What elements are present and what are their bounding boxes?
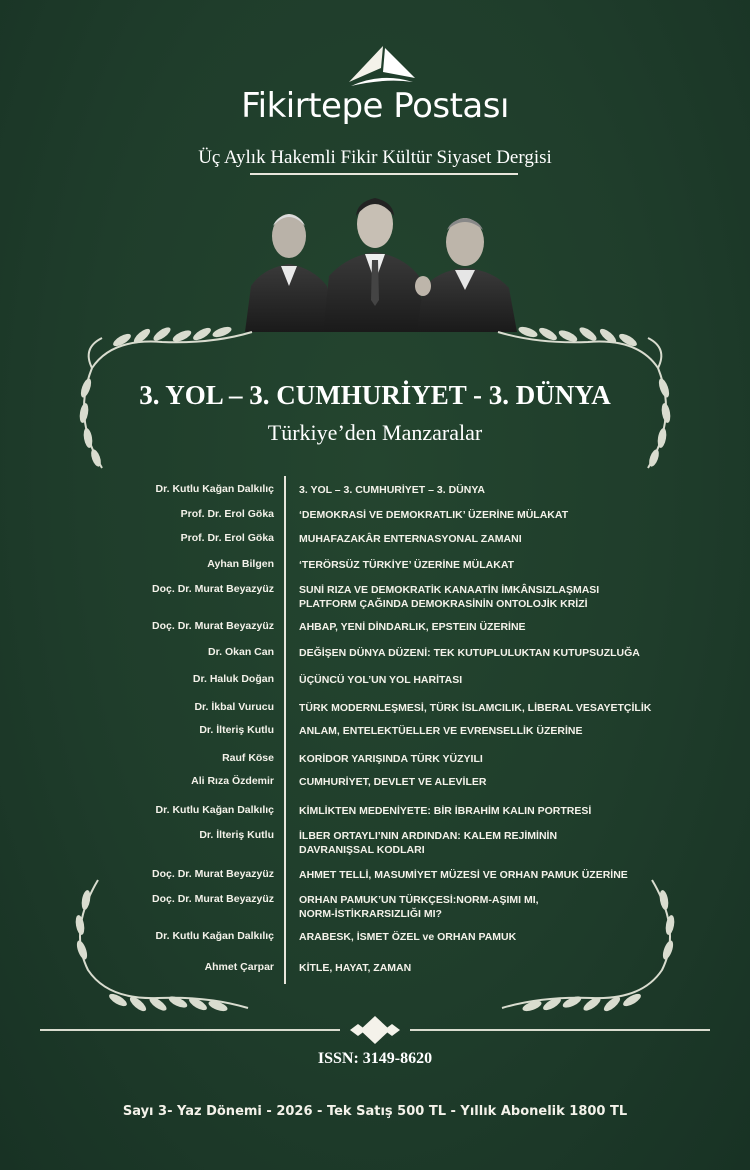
toc-title: ARABESK, İSMET ÖZEL ve ORHAN PAMUK [299, 931, 517, 943]
toc-author: Dr. İlteriş Kutlu [199, 829, 274, 841]
toc-author: Dr. Haluk Doğan [192, 673, 274, 685]
toc-title: AHMET TELLİ, MASUMİYET MÜZESİ VE ORHAN PAMUK ÜZERİNE [299, 869, 628, 881]
toc-title: ‘DEMOKRASİ VE DEMOKRATLIK’ ÜZERİNE MÜLAKAT [299, 509, 569, 521]
toc-author: Prof. Dr. Erol Göka [180, 508, 274, 520]
toc-author: Rauf Köse [222, 752, 274, 764]
toc-title: ORHAN PAMUK’UN TÜRKÇESİ:NORM-AŞIMI MI, NORM-İSTİKRARSIZLIĞI MI? [299, 894, 539, 920]
toc-author: Dr. Kutlu Kağan Dalkılıç [155, 483, 274, 495]
issue-subtitle: Türkiye’den Manzaralar [267, 420, 483, 445]
toc-title: KİMLİKTEN MEDENİYETE: BİR İBRAHİM KALIN PORTRESİ [299, 805, 592, 817]
toc-title: DEĞİŞEN DÜNYA DÜZENİ: TEK KUTUPLULUKTAN KUTUPSUZLUĞA [299, 647, 640, 659]
toc-author: Prof. Dr. Erol Göka [180, 532, 274, 544]
toc-author: Dr. İkbal Vurucu [194, 701, 274, 713]
issue-main-title: 3. YOL – 3. CUMHURİYET - 3. DÜNYA [139, 380, 611, 410]
toc-author: Dr. Kutlu Kağan Dalkılıç [155, 804, 274, 816]
toc-title: İLBER ORTAYLI’NIN ARDINDAN: KALEM REJİMİNİN DAVRANIŞSAL KODLARI [299, 830, 558, 856]
toc-author: Dr. İlteriş Kutlu [199, 724, 274, 736]
diamond-divider-ornament [40, 1010, 710, 1050]
toc-author: Doç. Dr. Murat Beyazyüz [152, 583, 274, 595]
toc-author: Doç. Dr. Murat Beyazyüz [152, 620, 274, 632]
toc-title: MUHAFAZAKÂR ENTERNASYONAL ZAMANI [299, 533, 522, 545]
toc-title: TÜRK MODERNLEŞMESİ, TÜRK İSLAMCILIK, LİBERAL VESAYETÇİLİK [299, 702, 652, 714]
toc-title: AHBAP, YENİ DİNDARLIK, EPSTEIN ÜZERİNE [299, 621, 526, 633]
toc-author: Doç. Dr. Murat Beyazyüz [152, 893, 274, 905]
toc-divider [284, 476, 286, 984]
toc-title: ÜÇÜNCÜ YOL’UN YOL HARİTASI [299, 674, 463, 686]
toc-author: Ali Rıza Özdemir [191, 775, 274, 787]
toc-title: 3. YOL – 3. CUMHURİYET – 3. DÜNYA [299, 484, 485, 496]
toc-title: SUNİ RIZA VE DEMOKRATİK KANAATİN İMKÂNSIZLAŞMASI PLATFORM ÇAĞINDA DEMOKRASİNİN ONTOLOJİK KRİZİ [299, 584, 600, 610]
toc-author: Dr. Okan Can [208, 646, 274, 658]
toc-author: Doç. Dr. Murat Beyazyüz [152, 868, 274, 880]
toc-title: ‘TERÖRSÜZ TÜRKİYE’ ÜZERİNE MÜLAKAT [299, 559, 515, 571]
toc-title: CUMHURİYET, DEVLET VE ALEVİLER [299, 776, 487, 788]
toc-title: KORİDOR YARIŞINDA TÜRK YÜZYILI [299, 753, 483, 765]
toc-author: Ahmet Çarpar [204, 961, 274, 973]
magazine-subtitle: Üç Aylık Hakemli Fikir Kültür Siyaset Dergisi [198, 147, 552, 168]
issn-label: ISSN: 3149-8620 [317, 1050, 433, 1067]
toc-title: KİTLE, HAYAT, ZAMAN [299, 962, 412, 974]
toc-author: Ayhan Bilgen [207, 558, 274, 570]
magazine-name: Fikirtepe Postası [241, 86, 509, 126]
toc-title: ANLAM, ENTELEKTÜELLER VE EVRENSELLİK ÜZERİNE [299, 725, 583, 737]
paper-plane-logo-icon [345, 42, 417, 92]
toc-author: Dr. Kutlu Kağan Dalkılıç [155, 930, 274, 942]
three-politicians-photo [243, 190, 519, 332]
issue-info: Sayı 3- Yaz Dönemi - 2026 - Tek Satış 500 TL - Yıllık Abonelik 1800 TL [122, 1104, 628, 1119]
subtitle-rule [250, 173, 518, 175]
